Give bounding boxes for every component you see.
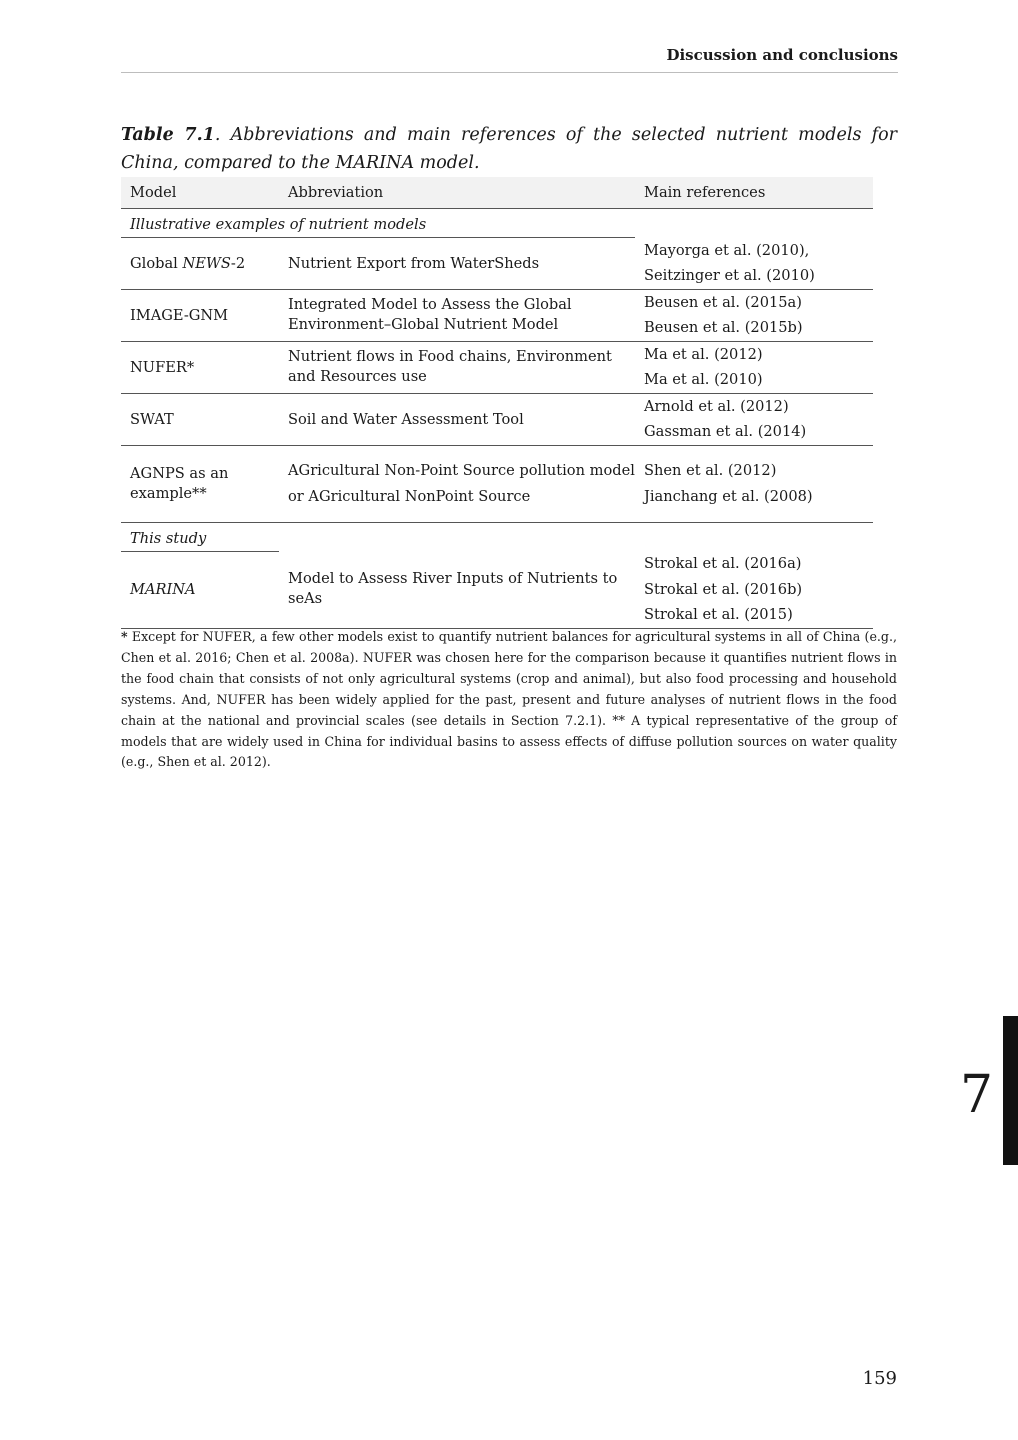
running-header-title: Discussion and conclusions bbox=[666, 46, 898, 64]
table-row bbox=[121, 341, 873, 393]
running-header bbox=[121, 46, 898, 73]
nutrient-models-table bbox=[121, 177, 873, 629]
table-row bbox=[121, 289, 873, 341]
reference: Strokal et al. (2016a) bbox=[644, 555, 802, 572]
column-header-references: Main references bbox=[635, 177, 873, 209]
abbreviation-cell: Integrated Model to Assess the Global Environment–Global Nutrient Model bbox=[279, 289, 635, 341]
section-row-illustrative bbox=[121, 209, 873, 238]
section-label: Illustrative examples of nutrient models bbox=[121, 209, 635, 238]
model-cell: IMAGE-GNM bbox=[121, 289, 279, 341]
reference: Ma et al. (2012) bbox=[644, 345, 763, 363]
table-row bbox=[121, 551, 873, 628]
reference: Strokal et al. (2016b) bbox=[644, 580, 803, 598]
abbreviation-cell: AGricultural Non-Point Source pollution model or AGricultural NonPoint Source bbox=[279, 445, 635, 522]
section-label: This study bbox=[121, 522, 279, 551]
section-empty-cell bbox=[635, 209, 873, 238]
references-cell bbox=[635, 445, 873, 522]
abbreviation-cell: Nutrient Export from WaterSheds bbox=[279, 238, 635, 290]
reference: Shen et al. (2012) bbox=[644, 462, 777, 479]
abbreviation-cell: Model to Assess River Inputs of Nutrients to seAs bbox=[279, 551, 635, 628]
model-cell: NUFER* bbox=[121, 341, 279, 393]
table-caption-text: . Abbreviations and main references of the selected nutrient models for China, compared to the MARINA model. bbox=[121, 125, 897, 173]
model-cell: MARINA bbox=[121, 551, 279, 628]
references-cell bbox=[635, 289, 873, 341]
table-footnote bbox=[121, 627, 897, 773]
reference: Beusen et al. (2015a) bbox=[644, 293, 802, 311]
reference: Arnold et al. (2012) bbox=[644, 397, 789, 415]
model-cell: AGNPS as an example** bbox=[121, 445, 279, 522]
page-number: 159 bbox=[862, 1368, 897, 1389]
table-caption bbox=[121, 121, 897, 177]
model-text-italic: NEWS bbox=[182, 254, 231, 272]
column-header-model: Model bbox=[121, 177, 279, 209]
reference: Ma et al. (2010) bbox=[644, 371, 763, 388]
abbreviation-cell: Nutrient flows in Food chains, Environment and Resources use bbox=[279, 341, 635, 393]
references-cell bbox=[635, 238, 873, 290]
model-text-suffix: -2 bbox=[230, 254, 246, 272]
section-empty-cell bbox=[279, 522, 635, 551]
footnote-marker: * bbox=[121, 629, 128, 644]
section-row-this-study bbox=[121, 522, 873, 551]
reference: Mayorga et al. (2010), bbox=[644, 241, 810, 259]
table-row bbox=[121, 445, 873, 522]
table-caption-label: Table 7.1 bbox=[121, 125, 215, 145]
table-row bbox=[121, 393, 873, 445]
reference: Seitzinger et al. (2010) bbox=[644, 267, 815, 284]
table-header-row bbox=[121, 177, 873, 209]
footnote-text: Except for NUFER, a few other models exist to quantify nutrient balances for agricultural systems in all of China (e.g., Chen et al. 2016; Chen et al. 2008a). NUFER was chosen here for the comparison because it quantifies nutrient flows in the food chain that consists of not only agricultural systems (crop and animal), but also food processing and household systems. And, NUFER has been widely applied for the past, present and future analyses of nutrient flows in the food chain at the national and provincial scales (see details in Section 7.2.1). ** A typical representative of the group of models that are widely used in China for individual basins to assess effects of diffuse pollution sources on water quality (e.g., Shen et al. 2012). bbox=[121, 629, 897, 770]
chapter-tab-marker bbox=[1003, 1016, 1018, 1165]
reference: Gassman et al. (2014) bbox=[644, 423, 807, 440]
reference: Beusen et al. (2015b) bbox=[644, 319, 803, 336]
chapter-number: 7 bbox=[960, 1065, 994, 1125]
references-cell bbox=[635, 341, 873, 393]
column-header-abbreviation: Abbreviation bbox=[279, 177, 635, 209]
references-cell bbox=[635, 551, 873, 628]
model-cell: SWAT bbox=[121, 393, 279, 445]
model-text: Global bbox=[130, 254, 183, 272]
model-cell bbox=[121, 238, 279, 290]
table-row bbox=[121, 238, 873, 290]
reference: Jianchang et al. (2008) bbox=[644, 487, 813, 505]
reference: Strokal et al. (2015) bbox=[644, 606, 793, 623]
abbreviation-cell: Soil and Water Assessment Tool bbox=[279, 393, 635, 445]
section-empty-cell bbox=[635, 522, 873, 551]
references-cell bbox=[635, 393, 873, 445]
